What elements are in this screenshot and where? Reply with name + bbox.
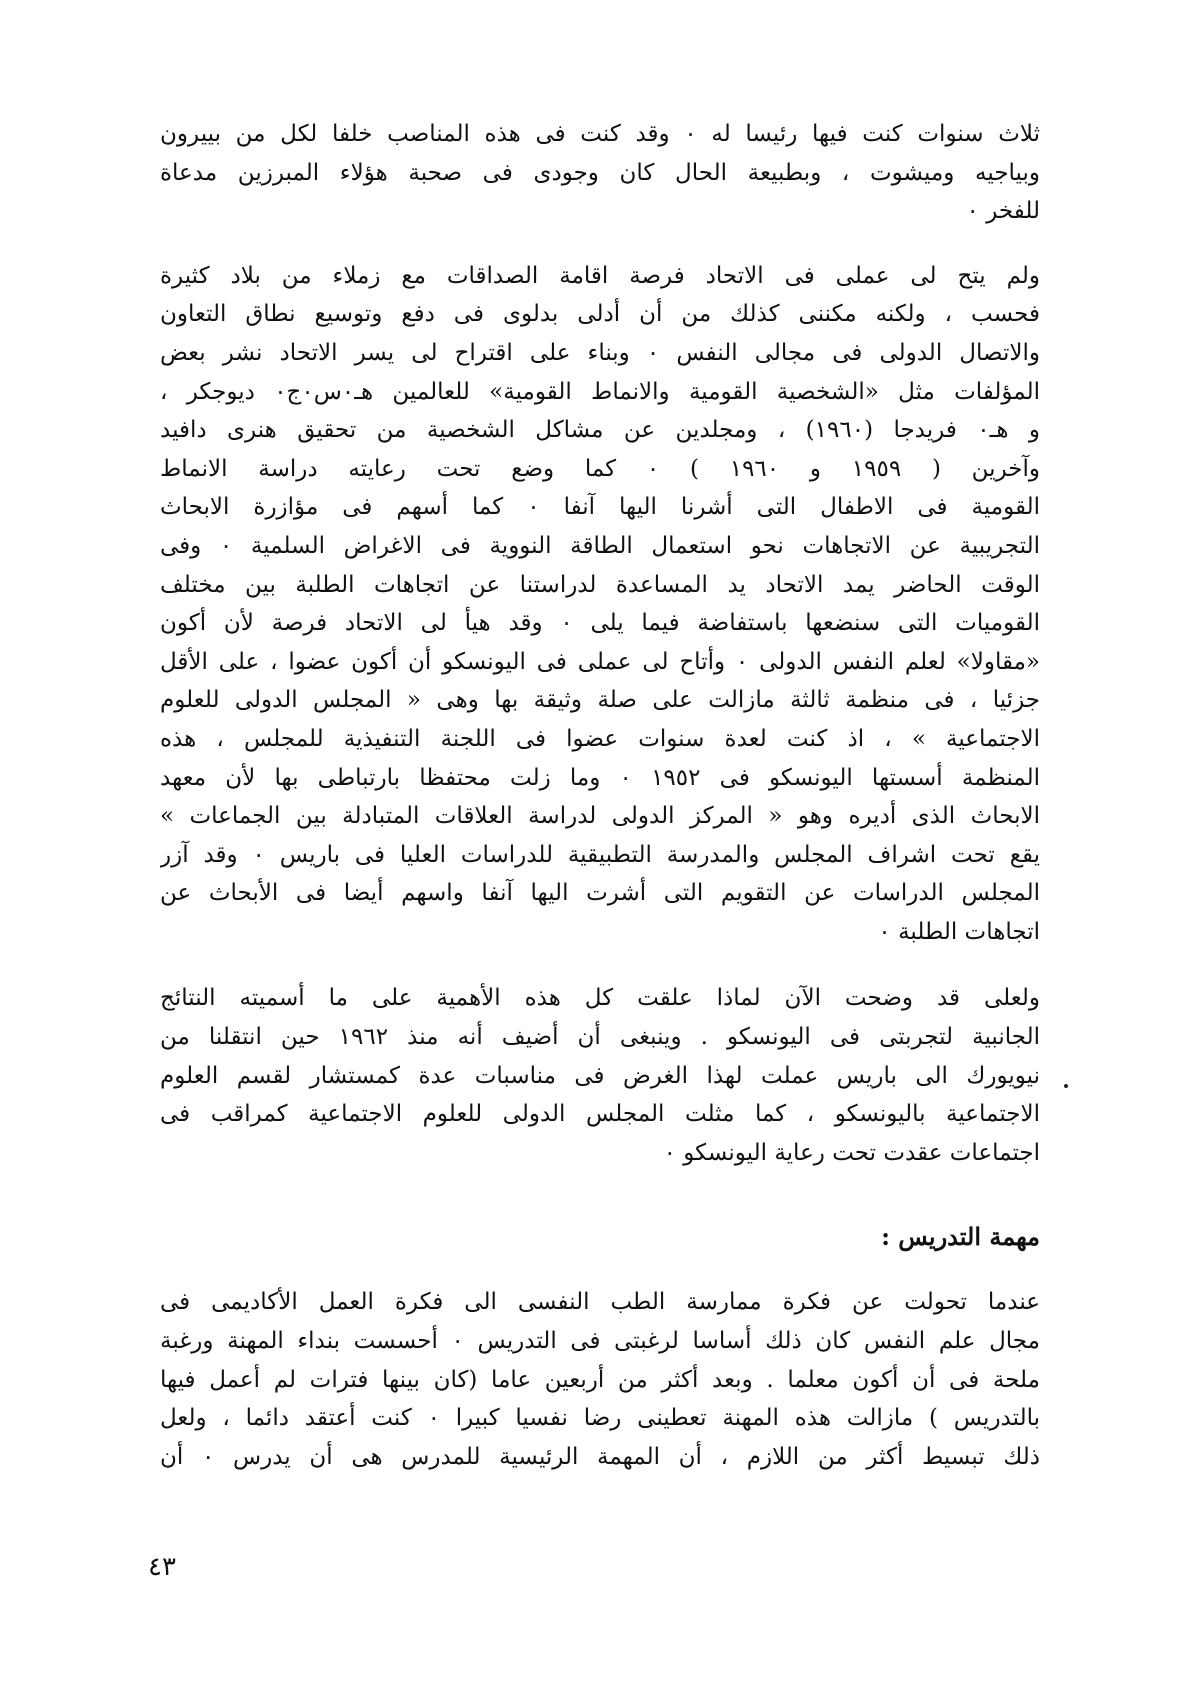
paragraph-3 xyxy=(160,979,1040,1172)
text-line: نيويورك الى باريس عملت لهذا الغرض فى مناسبات عدة كمستشار لقسم العلوم xyxy=(160,1062,1040,1089)
text-line: الاجتماعية باليونسكو ، كما مثلت المجلس الدولى للعلوم الاجتماعية كمراقب فى xyxy=(160,1101,1040,1128)
text-line: المنظمة أسستها اليونسكو فى ١٩٥٢ ٠ وما زلت محتفظا بارتباطى بها لأن معهد xyxy=(160,764,1040,791)
text-line: مجال علم النفس كان ذلك أساسا لرغبتى فى التدريس ٠ أحسست بنداء المهنة ورغبة xyxy=(160,1328,1040,1355)
page-number: ٤٣ xyxy=(148,1552,176,1582)
text-line: اتجاهات الطلبة ٠ xyxy=(878,918,1040,945)
text-line: المجلس الدراسات عن التقويم التى أشرت اليها آنفا واسهم أيضا فى الأبحاث عن xyxy=(160,880,1040,907)
text-line: للفخر ٠ xyxy=(966,198,1040,225)
text-line: الوقت الحاضر يمد الاتحاد يد المساعدة لدراستنا عن اتجاهات الطلبة بين مختلف xyxy=(160,571,1040,598)
text-line: ولم يتح لى عملى فى الاتحاد فرصة اقامة الصداقات مع زملاء من بلاد كثيرة xyxy=(160,262,1040,289)
text-line: القومية فى الاطفال التى أشرنا اليها آنفا ٠ كما أسهم فى مؤازرة الابحاث xyxy=(160,494,1040,521)
text-line: فحسب ، ولكنه مكننى كذلك من أن أدلى بدلوى فى دفع وتوسيع نطاق التعاون xyxy=(160,301,1040,328)
text-line: القوميات التى سنضعها باستفاضة فيما يلى ٠ وقد هيأ لى الاتحاد فرصة لأن أكون xyxy=(160,610,1040,637)
text-line: عندما تحولت عن فكرة ممارسة الطب النفسى الى فكرة العمل الأكاديمى فى xyxy=(160,1289,1040,1316)
text-line: الاجتماعية » ، اذ كنت لعدة سنوات عضوا فى اللجنة التنفيذية للمجلس ، هذه xyxy=(160,725,1040,752)
text-line: ذلك تبسيط أكثر من اللازم ، أن المهمة الرئيسية للمدرس هى أن يدرس ٠ أن xyxy=(160,1443,1040,1470)
text-line: «مقاولا» لعلم النفس الدولى ٠ وأتاح لى عملى فى اليونسكو أن أكون عضوا ، على الأقل xyxy=(160,648,1040,675)
page-body xyxy=(160,115,1040,1476)
text-line: ولعلى قد وضحت الآن لماذا علقت كل هذه الأهمية على ما أسميته النتائج xyxy=(160,985,1040,1012)
text-line: بالتدريس ) مازالت هذه المهنة تعطينى رضا نفسيا كبيرا ٠ كنت أعتقد دائما ، ولعل xyxy=(160,1405,1040,1432)
paragraph-1 xyxy=(160,115,1040,231)
text-line: وآخرين ( ١٩٥٩ و ١٩٦٠ ) ٠ كما وضع تحت رعايته دراسة الانماط xyxy=(160,455,1040,482)
text-line: وبياجيه وميشوت ، وبطبيعة الحال كان وجودى فى صحبة هؤلاء المبرزين مدعاة xyxy=(160,159,1040,186)
scan-speck xyxy=(1064,1084,1068,1088)
text-line: و هـ٠ فريدجا (١٩٦٠) ، ومجلدين عن مشاكل الشخصية من تحقيق هنرى دافيد xyxy=(160,417,1040,444)
paragraph-2 xyxy=(160,257,1040,952)
text-line: جزئيا ، فى منظمة ثالثة مازالت على صلة وثيقة بها وهى « المجلس الدولى للعلوم xyxy=(160,687,1040,714)
text-line: ملحة فى أن أكون معلما . وبعد أكثر من أربعين عاما (كان بينها فترات لم أعمل فيها xyxy=(160,1366,1040,1393)
text-line: الجانبية لتجربتى فى اليونسكو . وينبغى أن أضيف أنه منذ ١٩٦٢ حين انتقلنا من xyxy=(160,1024,1040,1051)
text-line: اجتماعات عقدت تحت رعاية اليونسكو ٠ xyxy=(663,1139,1040,1166)
text-line: الابحاث الذى أديره وهو « المركز الدولى لدراسة العلاقات المتبادلة بين الجماعات » xyxy=(160,803,1040,830)
text-line: والاتصال الدولى فى مجالى النفس ٠ وبناء على اقتراح لى يسر الاتحاد نشر بعض xyxy=(160,339,1040,366)
section-heading: مهمة التدريس : xyxy=(881,1222,1040,1252)
text-line: ثلاث سنوات كنت فيها رئيسا له ٠ وقد كنت فى هذه المناصب خلفا لكل من بييرون xyxy=(160,121,1040,147)
text-line: المؤلفات مثل «الشخصية القومية والانماط القومية» للعالمين هـ٠س٠ج٠ ديوجكر ، xyxy=(160,378,1040,405)
section-paragraph xyxy=(160,1283,1040,1476)
text-line: يقع تحت اشراف المجلس والمدرسة التطبيقية للدراسات العليا فى باريس ٠ وقد آزر xyxy=(160,841,1040,868)
text-line: التجريبية عن الاتجاهات نحو استعمال الطاقة النووية فى الاغراض السلمية ٠ وفى xyxy=(160,532,1040,559)
